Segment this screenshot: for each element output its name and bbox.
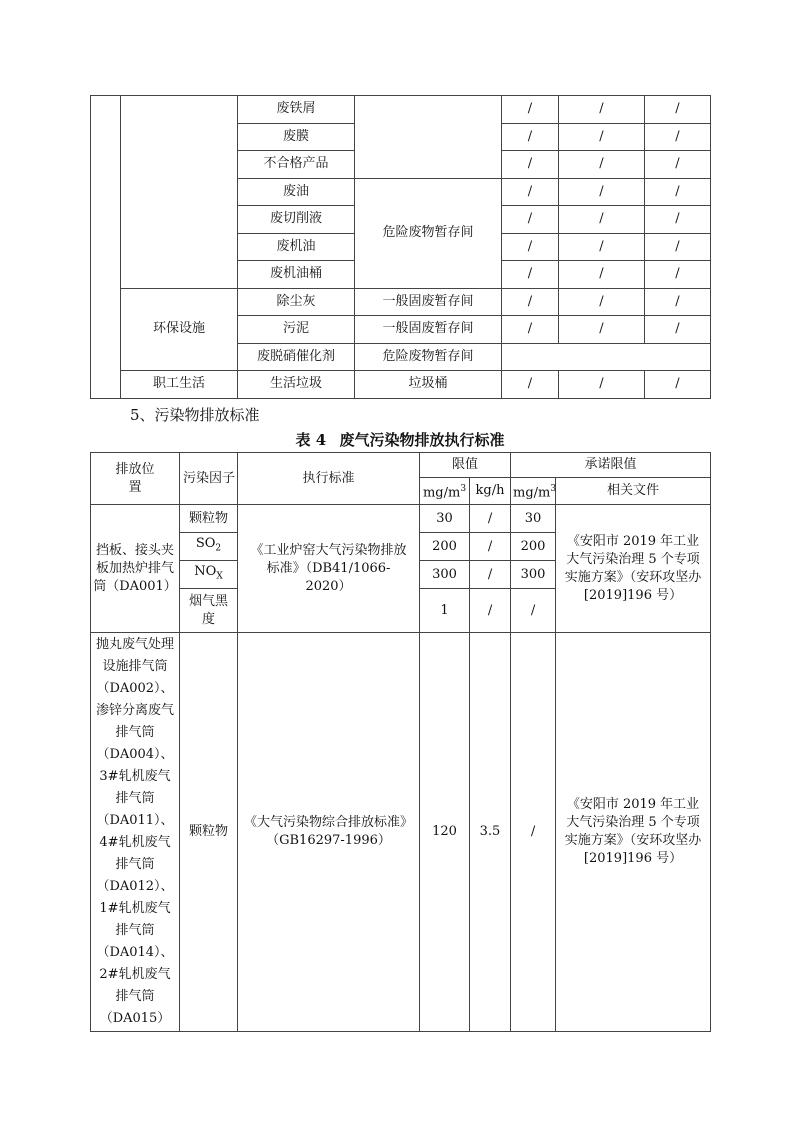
blank-cell xyxy=(91,96,121,399)
table-row xyxy=(91,371,711,399)
limit-kg: 3.5 xyxy=(470,633,511,1032)
pollutant: 烟气黑度 xyxy=(180,589,238,633)
limit-mg: 200 xyxy=(420,533,470,561)
pollutant: $NO_X$ xyxy=(180,561,238,589)
pollutant: 颗粒物 xyxy=(180,633,238,1032)
standard: 《大气污染物综合排放标准》（GB16297-1996） xyxy=(238,633,420,1032)
value-cell: / xyxy=(645,96,711,124)
value-cell: / xyxy=(559,151,645,179)
waste-name: 污泥 xyxy=(238,316,355,344)
header-position: 排放位置 xyxy=(91,453,180,505)
waste-name: 生活垃圾 xyxy=(238,371,355,399)
waste-name: 废油 xyxy=(238,178,355,206)
table-title: 废气污染物排放执行标准 xyxy=(339,431,505,449)
limit-mg: 30 xyxy=(420,505,470,533)
storage-facility: 危险废物暂存间 xyxy=(355,343,502,371)
waste-name: 废机油桶 xyxy=(238,261,355,289)
value-cell: / xyxy=(645,288,711,316)
commit-mg: 300 xyxy=(511,561,556,589)
header-standard: 执行标准 xyxy=(238,453,420,505)
value-cell: / xyxy=(502,96,559,124)
pollutant: $SO_2$ xyxy=(180,533,238,561)
value-cell: / xyxy=(502,261,559,289)
value-cell: / xyxy=(559,261,645,289)
storage-facility: 一般固废暂存间 xyxy=(355,288,502,316)
unit-kg: kg/h xyxy=(470,478,511,505)
commit-mg: / xyxy=(511,633,556,1032)
waste-name: 废铁屑 xyxy=(238,96,355,124)
commit-mg: 30 xyxy=(511,505,556,533)
value-cell: / xyxy=(502,371,559,399)
storage-facility: 一般固废暂存间 xyxy=(355,316,502,344)
waste-name: 不合格产品 xyxy=(238,151,355,179)
value-cell: / xyxy=(559,96,645,124)
storage-facility xyxy=(355,96,502,179)
emission-standard-table xyxy=(90,452,711,1032)
unit-mg: $mg/m^3$ xyxy=(420,478,470,505)
waste-name: 废脱硝催化剂 xyxy=(238,343,355,371)
related-doc: 《安阳市 2019 年工业大气污染治理 5 个专项实施方案》（安环攻坚办[2019]196 号） xyxy=(556,505,711,633)
table-row xyxy=(91,633,711,1032)
value-cell: / xyxy=(502,233,559,261)
value-cell: / xyxy=(502,123,559,151)
related-doc: 《安阳市 2019 年工业大气污染治理 5 个专项实施方案》（安环攻坚办[2019]196 号） xyxy=(556,633,711,1032)
value-cell: / xyxy=(502,206,559,234)
emission-position: 抛丸废气处理设施排气筒（DA002）、渗锌分离废气排气筒（DA004）、3#轧机废气排气筒（DA011）、4#轧机废气排气筒（DA012）、1#轧机废气排气筒（DA014）、2#轧机废气排气筒（DA015） xyxy=(91,633,180,1032)
table-caption xyxy=(0,429,800,450)
waste-name: 废膜 xyxy=(238,123,355,151)
value-cell: / xyxy=(502,151,559,179)
standard: 《工业炉窑大气污染物排放标准》（DB41/1066-2020） xyxy=(238,505,420,633)
header-limit: 限值 xyxy=(420,453,511,478)
value-cell: / xyxy=(645,316,711,344)
blank-cell xyxy=(121,96,238,289)
limit-mg: 120 xyxy=(420,633,470,1032)
unit-mg: $mg/m^3$ xyxy=(511,478,556,505)
pollutant: 颗粒物 xyxy=(180,505,238,533)
waste-name: 废切削液 xyxy=(238,206,355,234)
waste-name: 废机油 xyxy=(238,233,355,261)
empty-value-cell xyxy=(502,343,711,371)
value-cell: / xyxy=(502,288,559,316)
table-row xyxy=(91,96,711,124)
emission-position: 挡板、接头夹板加热炉排气筒（DA001） xyxy=(91,505,180,633)
limit-mg: 1 xyxy=(420,589,470,633)
waste-name: 除尘灰 xyxy=(238,288,355,316)
value-cell: / xyxy=(559,123,645,151)
value-cell: / xyxy=(645,371,711,399)
limit-kg: / xyxy=(470,561,511,589)
group-env-facilities: 环保设施 xyxy=(121,288,238,371)
value-cell: / xyxy=(559,206,645,234)
value-cell: / xyxy=(645,233,711,261)
header-row xyxy=(91,453,711,478)
section-heading: 5、污染物排放标准 xyxy=(130,406,260,424)
header-related-doc: 相关文件 xyxy=(556,478,711,505)
value-cell: / xyxy=(559,233,645,261)
value-cell: / xyxy=(559,316,645,344)
table-row xyxy=(91,505,711,533)
value-cell: / xyxy=(559,288,645,316)
limit-kg: / xyxy=(470,533,511,561)
header-pollutant: 污染因子 xyxy=(180,453,238,505)
header-commit-limit: 承诺限值 xyxy=(511,453,711,478)
group-staff-life: 职工生活 xyxy=(121,371,238,399)
value-cell: / xyxy=(559,371,645,399)
storage-facility: 危险废物暂存间 xyxy=(355,178,502,288)
commit-mg: 200 xyxy=(511,533,556,561)
limit-mg: 300 xyxy=(420,561,470,589)
limit-kg: / xyxy=(470,589,511,633)
table-number: 表 4 xyxy=(295,431,327,449)
value-cell: / xyxy=(559,178,645,206)
solid-waste-table xyxy=(90,95,711,399)
storage-facility: 垃圾桶 xyxy=(355,371,502,399)
value-cell: / xyxy=(502,178,559,206)
table-row xyxy=(91,288,711,316)
value-cell: / xyxy=(645,261,711,289)
limit-kg: / xyxy=(470,505,511,533)
value-cell: / xyxy=(645,178,711,206)
value-cell: / xyxy=(502,316,559,344)
commit-mg: / xyxy=(511,589,556,633)
value-cell: / xyxy=(645,151,711,179)
value-cell: / xyxy=(645,123,711,151)
value-cell: / xyxy=(645,206,711,234)
